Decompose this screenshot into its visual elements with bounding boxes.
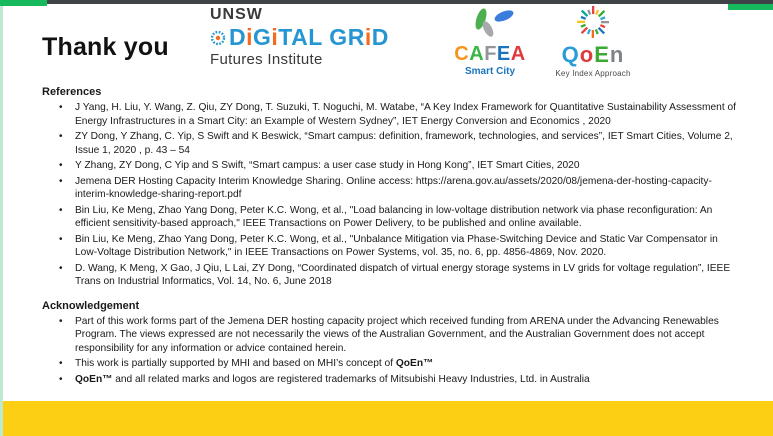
reference-item (42, 159, 742, 173)
qoen-letter: o (579, 42, 595, 67)
reference-item (42, 233, 742, 260)
dg-letter: D (229, 24, 247, 50)
references-heading: References (42, 86, 102, 98)
cafea-letter: A (510, 43, 526, 65)
dg-letter: i (364, 24, 372, 50)
futures-institute-wordmark: Futures Institute (210, 51, 323, 68)
unsw-wordmark: UNSW (210, 6, 263, 23)
cafea-leaves-icon (459, 26, 521, 43)
cafea-wordmark (441, 44, 539, 64)
qoen-tagline: Key Index Approach (555, 69, 631, 78)
qoen-starburst-icon (570, 26, 616, 43)
references-section (42, 86, 742, 289)
page-title: Thank you (42, 32, 169, 61)
dg-letter: G (253, 24, 272, 50)
reference-text: Y Zhang, ZY Dong, C Yip and S Swift, “Smart campus: a user case study in Hong Kong”, IET Smart Cities, 2020 (75, 160, 580, 171)
cafea-letter: C (454, 43, 470, 65)
reference-text: Bin Liu, Ke Meng, Zhao Yang Dong, Peter K.C. Wong, et al., "Load balancing in low-voltage distribution network via phase reconfiguration: An efficient sensitivity-based approach," IEEE Transactions on Power Delivery, to be published and online available. (75, 204, 713, 229)
qoen-letter: E (594, 42, 610, 67)
qoen-letter: n (609, 42, 625, 67)
dg-letter: A (291, 24, 309, 50)
bottom-yellow-bar (3, 401, 773, 436)
top-right-green-bar (728, 4, 773, 10)
acknowledgement-heading: Acknowledgement (42, 299, 140, 312)
reference-text: Jemena DER Hosting Capacity Interim Knowledge Sharing. Online access: https://arena.gov.au/assets/2020/08/jemena-der-hosting-capacity-interim-knowledge-sharing-report.pdf (75, 175, 712, 200)
ack-text: This work is partially supported by MHI and based on MHI’s concept of (75, 358, 396, 369)
cafea-tagline: Smart City (464, 66, 515, 77)
dg-letter: D (371, 24, 389, 50)
reference-text: Bin Liu, Ke Meng, Zhao Yang Dong, Peter K.C. Wong, et al., "Unbalance Mitigation via Phase-Switching Device and Static Var Compensator in Low-Voltage Distribution Network," in IEEE Transactions on Power Systems, vol. 35, no. 6, pp. 4856-4869, Nov. 2020. (75, 233, 718, 258)
reference-item (42, 175, 742, 202)
acknowledgement-item (42, 315, 742, 356)
ack-text: Part of this work forms part of the Jemena DER hosting capacity project which received funding from ARENA under the Advancing Renewables Program. The views expressed are not necessarily the views of the Australian Government, and the Australian Government does not accept responsibility for any information or advice contained herein. (75, 315, 719, 354)
cafea-letter: A (469, 43, 485, 65)
unsw-digital-grid-logo (210, 7, 389, 67)
top-left-green-bar (0, 0, 47, 6)
dg-letter: L (308, 24, 323, 50)
dg-letter: i (246, 24, 254, 50)
reference-text: J Yang, H. Liu, Y. Wang, Z. Qiu, ZY Dong, T. Suzuki, T. Noguchi, M. Watabe, “A Key Index Framework for Quantitative Sustainability Assessment of Energy Infrastructures in a Smart City: an Example of Western Sydney”, IET Energy Conversion and Economics , 2020 (75, 102, 736, 127)
cafea-letter: E (496, 43, 511, 65)
left-edge-accent-line (0, 6, 3, 436)
ack-bold-text: QoEn™ (395, 358, 434, 369)
ack-bold-text: QoEn™ (75, 373, 113, 385)
acknowledgement-section (42, 300, 742, 387)
references-list (42, 101, 742, 289)
reference-item (42, 130, 742, 157)
qoen-letter: Q (561, 42, 580, 67)
acknowledgement-item (42, 373, 742, 387)
cafea-logo (441, 5, 539, 77)
dg-letter: T (278, 24, 292, 50)
digital-grid-globe-icon (210, 30, 226, 46)
slide-body (42, 86, 742, 388)
top-dark-strip (0, 0, 773, 4)
reference-item (42, 101, 742, 128)
reference-text: ZY Dong, Y Zhang, C. Yip, S Swift and K Beswick, “Smart campus: definition, framework, technologies, and services”, IET Smart Cities, Volume 2, Issue 1, 2020 , p. 43 – 54 (75, 131, 733, 156)
qoen-logo (545, 5, 641, 78)
reference-text: D. Wang, K Meng, X Gao, J Qiu, L Lai, ZY Dong, “Coordinated dispatch of virtual energy storage systems in LV grids for voltage regulation”, IEEE Trans on Industrial Informatics, Vol. 14, No. 6, June 2018 (75, 262, 731, 287)
dg-letter: R (347, 24, 365, 50)
dg-letter: G (329, 24, 348, 50)
reference-item (42, 204, 742, 231)
dg-letter: i (271, 24, 279, 50)
digital-grid-wordmark (229, 26, 389, 49)
qoen-wordmark (545, 44, 641, 66)
cafea-letter: F (484, 43, 497, 65)
acknowledgement-item (42, 357, 742, 371)
acknowledgement-list (42, 315, 742, 387)
reference-item (42, 262, 742, 289)
ack-text: and all related marks and logos are registered trademarks of Mitsubishi Heavy Industries, Ltd. in Australia (112, 373, 590, 385)
